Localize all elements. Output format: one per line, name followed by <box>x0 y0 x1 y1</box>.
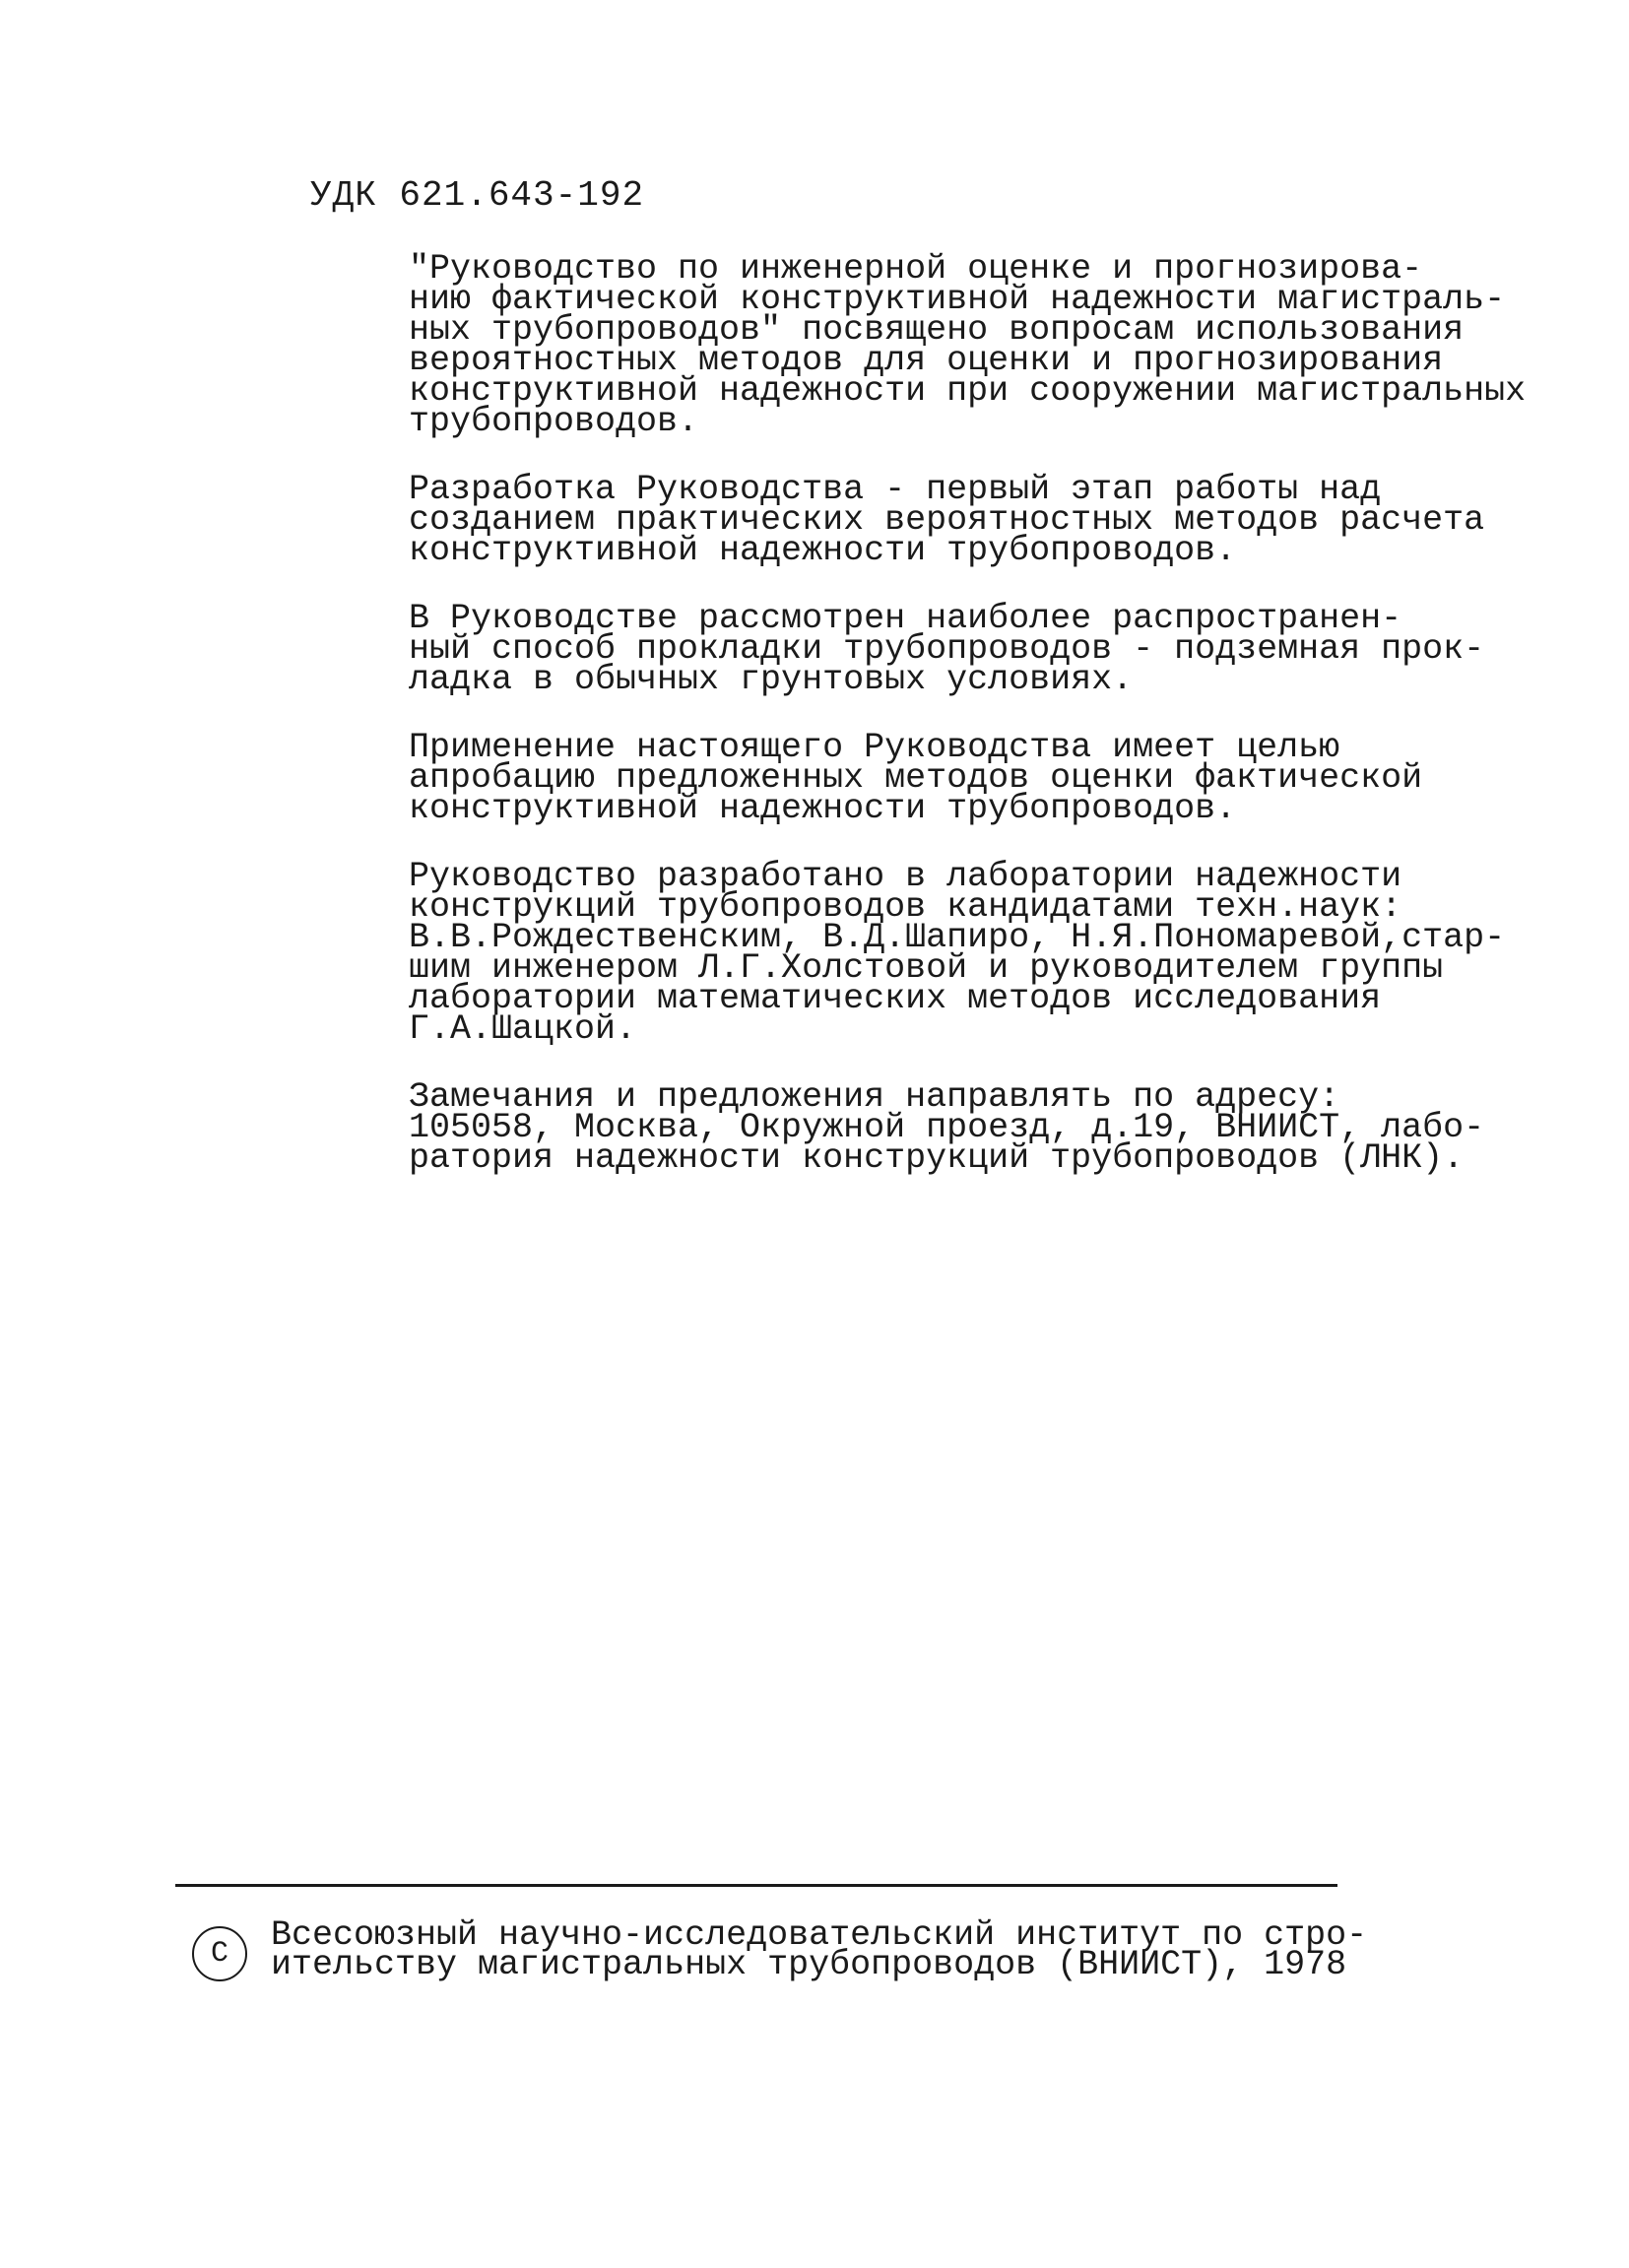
text-line: Всесоюзный научно-исследовательский институт по стро- <box>271 1915 1368 1955</box>
copyright-text <box>271 1915 1368 1984</box>
text-line: конструктивной надежности трубопроводов. <box>409 789 1237 828</box>
text-line: конструктивной надежности при сооружении магистральных <box>409 371 1527 411</box>
text-line: Применение настоящего Руководства имеет целью <box>409 728 1340 767</box>
text-line: ратория надежности конструкций трубопроводов (ЛНК). <box>409 1138 1465 1178</box>
text-line: В Руководстве рассмотрен наиболее распространен- <box>409 599 1402 638</box>
paragraph-first-stage <box>310 470 1485 570</box>
text-line: Замечания и предложения направлять по адресу: <box>409 1077 1340 1117</box>
text-line: ительству магистральных трубопроводов (ВНИИСТ), 1978 <box>271 1945 1347 1984</box>
udk-code: УДК 621.643-192 <box>310 175 645 216</box>
text-line: конструкций трубопроводов кандидатами техн.наук: <box>409 887 1402 927</box>
text-line: В.В.Рождественским, В.Д.Шапиро, Н.Я.Пономаревой,стар- <box>409 918 1506 957</box>
text-line: Г.А.Шацкой. <box>409 1009 637 1049</box>
text-line: "Руководство по инженерной оценке и прогнозирова- <box>409 249 1423 289</box>
text-line: апробацию предложенных методов оценки фактической <box>409 758 1423 798</box>
text-line: Руководство разработано в лаборатории надежности <box>409 857 1402 896</box>
text-line: созданием практических вероятностных методов расчета <box>409 500 1485 540</box>
text-line: нию фактической конструктивной надежности магистраль- <box>409 280 1506 319</box>
copyright-notice <box>192 1915 1368 1984</box>
text-line: конструктивной надежности трубопроводов. <box>409 531 1237 570</box>
text-line: трубопроводов. <box>409 402 699 441</box>
text-line: лаборатории математических методов исследования <box>409 979 1382 1018</box>
paragraph-goal <box>310 728 1423 828</box>
paragraph-purpose <box>310 249 1527 441</box>
text-line: Разработка Руководства - первый этап работы над <box>409 470 1382 509</box>
text-line: ных трубопроводов" посвящено вопросам использования <box>409 310 1465 350</box>
footer-divider <box>175 1884 1337 1887</box>
text-line: ный способ прокладки трубопроводов - подземная прок- <box>409 629 1485 669</box>
copyright-icon: C <box>192 1926 247 1981</box>
text-line: ладка в обычных грунтовых условиях. <box>409 660 1134 699</box>
text-line: шим инженером Л.Г.Холстовой и руководителем группы <box>409 948 1444 988</box>
text-line: 105058, Москва, Окружной проезд, д.19, ВНИИСТ, лабо- <box>409 1108 1485 1147</box>
paragraph-authors <box>310 857 1506 1049</box>
text-line: вероятностных методов для оценки и прогнозирования <box>409 341 1444 380</box>
paragraph-address <box>310 1077 1485 1178</box>
paragraph-scope <box>310 599 1485 699</box>
document-body <box>310 249 1527 1211</box>
